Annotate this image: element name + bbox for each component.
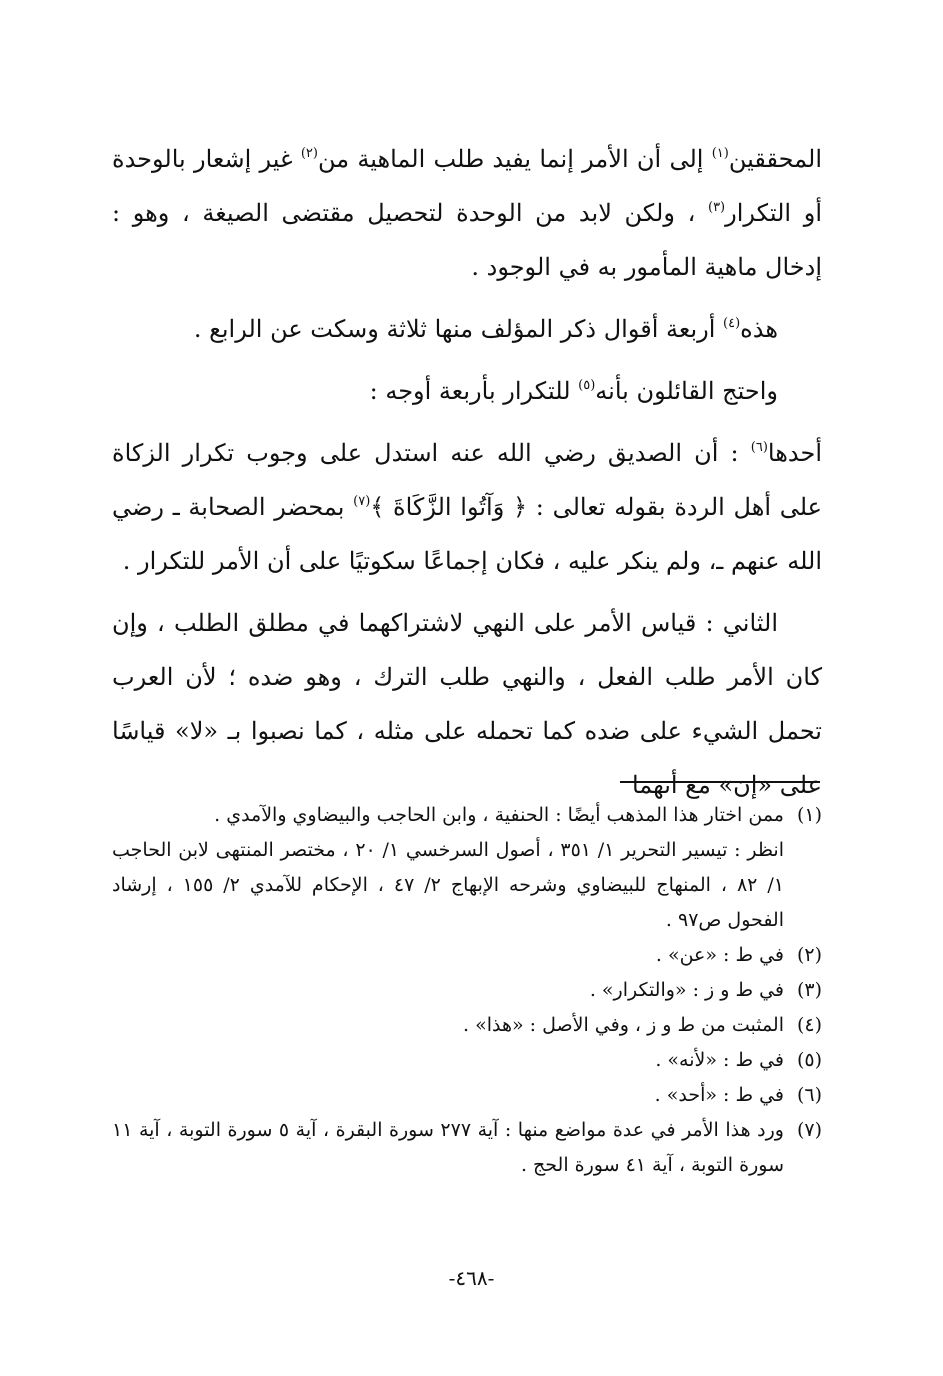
paragraph-4 [112,426,822,588]
footnote-text [112,1113,784,1183]
footnote-line: في ط : «أحد» . [654,1084,784,1106]
footnote-ref-6: (٦) [750,440,768,455]
text-run: أربعة أقوال ذكر المؤلف منها ثلاثة وسكت عن الرابع . [193,315,724,343]
main-text [112,132,822,812]
footnote-2 [112,938,822,973]
footnote-ref-3: (٣) [707,200,726,215]
text-run: غير إشعار بالوحدة أو التكرار [112,145,822,227]
text-run: للتكرار بأربعة أوجه : [369,377,579,405]
text-run: واحتج القائلون بأنه [595,377,778,405]
footnote-number: (٦) [796,1084,822,1106]
footnote-separator [620,781,820,783]
text-run: ، ولكن لابد من الوحدة لتحصيل مقتضى الصيغة ، وهو : إدخال ماهية المأمور به في الوجود . [112,199,822,281]
footnote-text [112,1078,784,1113]
footnote-line: ممن اختار هذا المذهب أيضًا : الحنفية ، وابن الحاجب والبيضاوي والآمدي . [214,804,784,826]
footnote-number: (٥) [796,1049,822,1071]
footnote-ref-4: (٤) [723,316,741,331]
paragraph-2 [112,302,822,356]
footnote-number: (٤) [796,1014,822,1036]
page-number: -٤٦٨- [448,1266,495,1290]
text-run: بمحضر الصحابة ـ رضي الله عنهم ـ، ولم ينكر عليه ، فكان إجماعًا سكوتيًا على أن الأمر للتكرار . [112,493,822,575]
footnote-text [112,1008,784,1043]
text-run: هذه [740,315,778,343]
footnote-number: (٧) [796,1119,822,1141]
paragraph-5: الثاني : قياس الأمر على النهي لاشتراكهما في مطلق الطلب ، وإن كان الأمر طلب الفعل ، والنهي طلب الترك ، وهو ضده ؛ لأن العرب تحمل الشيء على ضده كما تحمله على مثله ، كما نصبوا بـ «لا» قياسًا على «إن» مع أنهما [112,609,822,799]
footnote-text [112,938,784,973]
footnote-line: في ط و ز : «والتكرار» . [589,979,784,1001]
footnote-text [112,973,784,1008]
footnote-6 [112,1078,822,1113]
text-run: إلى أن الأمر إنما يفيد طلب الماهية من [317,145,712,173]
footnote-7 [112,1113,822,1183]
footnote-1 [112,798,822,938]
paragraph-3 [112,364,822,418]
footnote-line: في ط : «لأنه» . [655,1049,784,1071]
text-run: المحققين [728,145,822,173]
footnote-line: ورد هذا الأمر في عدة مواضع منها : آية ٢٧٧ سورة البقرة ، آية ٥ سورة التوبة ، آية ١١ سورة التوبة ، آية ٤١ سورة الحج . [112,1119,784,1176]
footnote-5 [112,1043,822,1078]
paragraph-1 [112,132,822,294]
footnote-number: (٣) [796,979,822,1001]
footnote-text [112,1043,784,1078]
footnote-line: المثبت من ط و ز ، وفي الأصل : «هذا» . [463,1014,784,1036]
footnote-ref-7: (٧) [353,494,371,509]
footnote-ref-5: (٥) [578,378,596,393]
footnote-number: (٢) [796,944,822,966]
footnote-line: في ط : «عن» . [655,944,784,966]
footnote-ref-2: (٢) [300,146,318,161]
footnote-number: (١) [796,804,822,826]
text-run: أحدها [767,439,822,467]
footnote-text [112,798,784,938]
footnote-4 [112,1008,822,1043]
footnotes [112,798,822,1183]
text-run: : أن الصديق رضي الله عنه استدل على وجوب تكرار الزكاة على أهل الردة بقوله تعالى : ﴿ وَآتُوا الزَّكَاةَ ﴾ [112,439,823,521]
footnote-ref-1: (١) [711,146,729,161]
footnote-line: انظر : تيسير التحرير ١/ ٣٥١ ، أصول السرخسي ١/ ٢٠ ، مختصر المنتهى لابن الحاجب ١/ ٨٢ ، المنهاج للبيضاوي وشرحه الإبهاج ٢/ ٤٧ ، الإحكام للآمدي ٢/ ١٥٥ ، إرشاد الفحول ص٩٧ . [112,839,784,931]
footnote-3 [112,973,822,1008]
